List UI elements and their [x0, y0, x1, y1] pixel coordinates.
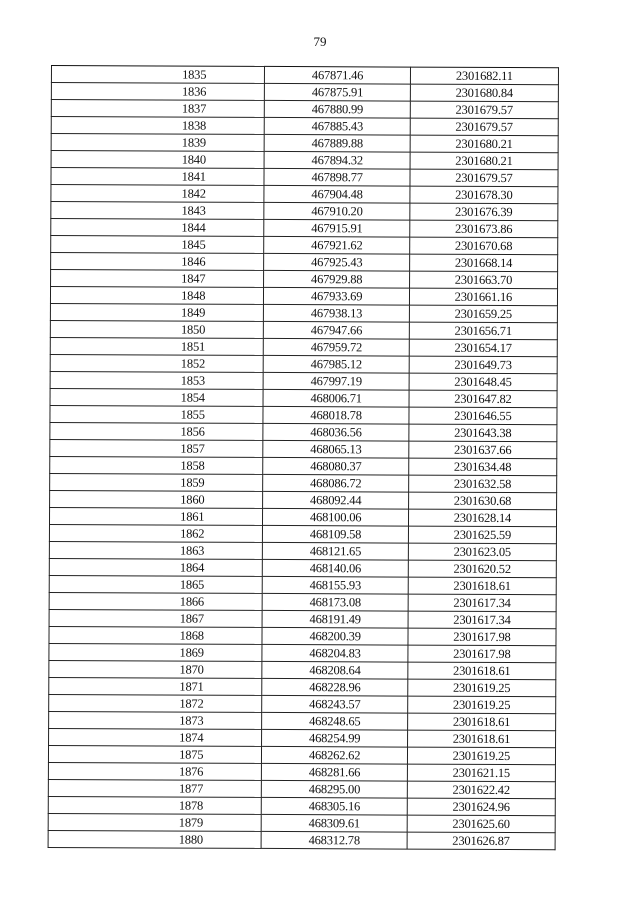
point-number-cell: 1862 — [49, 524, 263, 542]
y-coordinate-cell: 2301656.71 — [409, 322, 557, 340]
point-number-cell: 1868 — [49, 626, 263, 644]
point-number-cell: 1865 — [49, 575, 263, 593]
x-coordinate-cell: 468281.66 — [262, 763, 407, 781]
x-coordinate-cell: 468243.57 — [262, 695, 407, 713]
x-coordinate-cell: 468006.71 — [263, 389, 408, 407]
table-row — [48, 745, 555, 764]
y-coordinate-cell: 2301643.38 — [409, 424, 557, 442]
y-coordinate-cell: 2301630.68 — [408, 492, 556, 510]
point-number-cell: 1869 — [49, 643, 263, 661]
point-number-cell: 1847 — [51, 270, 265, 288]
x-coordinate-cell: 468248.65 — [262, 712, 407, 730]
table-row — [50, 439, 557, 458]
y-coordinate-cell: 2301628.14 — [408, 509, 556, 527]
x-coordinate-cell: 468200.39 — [262, 627, 407, 645]
x-coordinate-cell: 468305.16 — [262, 797, 407, 815]
table-row — [51, 168, 558, 187]
table-row — [51, 236, 558, 255]
y-coordinate-cell: 2301619.25 — [408, 679, 556, 697]
table-row — [48, 830, 555, 849]
x-coordinate-cell: 468036.56 — [263, 423, 408, 441]
x-coordinate-cell: 468204.83 — [262, 644, 407, 662]
point-number-cell: 1875 — [48, 745, 262, 763]
y-coordinate-cell: 2301618.61 — [407, 713, 555, 731]
y-coordinate-cell: 2301646.55 — [409, 407, 557, 425]
table-row — [48, 813, 555, 832]
point-number-cell: 1854 — [50, 388, 264, 406]
table-row — [50, 287, 557, 306]
y-coordinate-cell: 2301663.70 — [409, 271, 557, 289]
y-coordinate-cell: 2301647.82 — [409, 390, 557, 408]
point-number-cell: 1879 — [48, 813, 262, 831]
table-row — [50, 320, 557, 339]
table-row — [49, 507, 556, 526]
point-number-cell: 1873 — [49, 711, 263, 729]
table-row — [49, 575, 556, 594]
table-row — [51, 185, 558, 204]
x-coordinate-cell: 468312.78 — [262, 831, 407, 849]
table-row — [50, 354, 557, 373]
x-coordinate-cell: 467915.91 — [264, 219, 409, 237]
x-coordinate-cell: 468065.13 — [263, 440, 408, 458]
y-coordinate-cell: 2301668.14 — [409, 254, 557, 272]
y-coordinate-cell: 2301680.84 — [410, 84, 558, 102]
y-coordinate-cell: 2301678.30 — [410, 186, 558, 204]
x-coordinate-cell: 467904.48 — [264, 185, 409, 203]
y-coordinate-cell: 2301623.05 — [408, 543, 556, 561]
y-coordinate-cell: 2301679.57 — [410, 118, 558, 136]
table-row — [49, 626, 556, 645]
x-coordinate-cell: 468100.06 — [263, 508, 408, 526]
point-number-cell: 1852 — [50, 354, 264, 372]
point-number-cell: 1855 — [50, 405, 264, 423]
table-row — [49, 728, 556, 747]
x-coordinate-cell: 468208.64 — [262, 661, 407, 679]
table-row — [49, 694, 556, 713]
y-coordinate-cell: 2301673.86 — [410, 220, 558, 238]
point-number-cell: 1861 — [49, 507, 263, 525]
x-coordinate-cell: 468295.00 — [262, 780, 407, 798]
table-row — [51, 134, 558, 153]
point-number-cell: 1878 — [48, 796, 262, 814]
table-row — [49, 711, 556, 730]
table-row — [51, 83, 558, 102]
y-coordinate-cell: 2301661.16 — [409, 288, 557, 306]
x-coordinate-cell: 468121.65 — [263, 542, 408, 560]
point-number-cell: 1841 — [51, 168, 265, 186]
x-coordinate-cell: 468309.61 — [262, 814, 407, 832]
y-coordinate-cell: 2301619.25 — [407, 747, 555, 765]
point-number-cell: 1845 — [51, 236, 265, 254]
x-coordinate-cell: 468018.78 — [263, 406, 408, 424]
y-coordinate-cell: 2301659.25 — [409, 305, 557, 323]
point-number-cell: 1851 — [50, 337, 264, 355]
y-coordinate-cell: 2301622.42 — [407, 781, 555, 799]
table-row — [50, 371, 557, 390]
x-coordinate-cell: 467889.88 — [265, 134, 410, 152]
point-number-cell: 1867 — [49, 609, 263, 627]
table-body — [48, 66, 558, 850]
x-coordinate-cell: 467929.88 — [264, 270, 409, 288]
point-number-cell: 1857 — [50, 439, 264, 457]
point-number-cell: 1842 — [51, 185, 265, 203]
point-number-cell: 1870 — [49, 660, 263, 678]
x-coordinate-cell: 468086.72 — [263, 474, 408, 492]
x-coordinate-cell: 468262.62 — [262, 746, 407, 764]
x-coordinate-cell: 468109.58 — [263, 525, 408, 543]
point-number-cell: 1849 — [50, 303, 264, 321]
table-row — [49, 541, 556, 560]
y-coordinate-cell: 2301617.34 — [408, 594, 556, 612]
point-number-cell: 1835 — [51, 66, 265, 84]
coordinates-table — [48, 65, 559, 850]
point-number-cell: 1850 — [50, 320, 264, 338]
point-number-cell: 1871 — [49, 677, 263, 695]
point-number-cell: 1858 — [50, 456, 264, 474]
y-coordinate-cell: 2301680.21 — [410, 152, 558, 170]
table-row — [50, 337, 557, 356]
page-number: 79 — [313, 34, 327, 49]
point-number-cell: 1859 — [50, 473, 264, 491]
x-coordinate-cell: 467985.12 — [264, 355, 409, 373]
point-number-cell: 1838 — [51, 117, 265, 135]
x-coordinate-cell: 468080.37 — [263, 457, 408, 475]
table-row — [51, 117, 558, 136]
y-coordinate-cell: 2301654.17 — [409, 339, 557, 357]
y-coordinate-cell: 2301625.59 — [408, 526, 556, 544]
x-coordinate-cell: 467997.19 — [264, 372, 409, 390]
x-coordinate-cell: 468155.93 — [263, 576, 408, 594]
x-coordinate-cell: 467871.46 — [265, 66, 410, 84]
x-coordinate-cell: 468140.06 — [263, 559, 408, 577]
table-row — [49, 660, 556, 679]
x-coordinate-cell: 467885.43 — [265, 117, 410, 135]
point-number-cell: 1836 — [51, 83, 265, 101]
point-number-cell: 1866 — [49, 592, 263, 610]
point-number-cell: 1840 — [51, 151, 265, 169]
point-number-cell: 1872 — [49, 694, 263, 712]
table-row — [48, 779, 555, 798]
x-coordinate-cell: 467875.91 — [265, 83, 410, 101]
point-number-cell: 1863 — [49, 541, 263, 559]
point-number-cell: 1877 — [48, 779, 262, 797]
y-coordinate-cell: 2301634.48 — [409, 458, 557, 476]
x-coordinate-cell: 467894.32 — [265, 151, 410, 169]
y-coordinate-cell: 2301682.11 — [410, 67, 558, 85]
x-coordinate-cell: 467921.62 — [264, 236, 409, 254]
table-row — [50, 405, 557, 424]
point-number-cell: 1837 — [51, 100, 265, 118]
table-row — [49, 609, 556, 628]
x-coordinate-cell: 467925.43 — [264, 253, 409, 271]
y-coordinate-cell: 2301676.39 — [410, 203, 558, 221]
y-coordinate-cell: 2301621.15 — [407, 764, 555, 782]
y-coordinate-cell: 2301617.98 — [408, 628, 556, 646]
table-row — [50, 303, 557, 322]
table-row — [50, 490, 557, 509]
x-coordinate-cell: 468092.44 — [263, 491, 408, 509]
x-coordinate-cell: 467898.77 — [264, 168, 409, 186]
point-number-cell: 1853 — [50, 371, 264, 389]
table-row — [51, 66, 558, 85]
y-coordinate-cell: 2301618.61 — [408, 577, 556, 595]
y-coordinate-cell: 2301619.25 — [407, 696, 555, 714]
point-number-cell: 1864 — [49, 558, 263, 576]
table-row — [49, 643, 556, 662]
point-number-cell: 1874 — [49, 728, 263, 746]
table-row — [51, 219, 558, 238]
table-row — [48, 796, 555, 815]
table-row — [49, 592, 556, 611]
point-number-cell: 1843 — [51, 202, 265, 220]
x-coordinate-cell: 468228.96 — [262, 678, 407, 696]
table-row — [48, 762, 555, 781]
table-row — [50, 422, 557, 441]
x-coordinate-cell: 467933.69 — [264, 287, 409, 305]
y-coordinate-cell: 2301680.21 — [410, 135, 558, 153]
y-coordinate-cell: 2301624.96 — [407, 798, 555, 816]
y-coordinate-cell: 2301632.58 — [408, 475, 556, 493]
table-row — [50, 473, 557, 492]
y-coordinate-cell: 2301617.34 — [408, 611, 556, 629]
x-coordinate-cell: 467947.66 — [264, 321, 409, 339]
y-coordinate-cell: 2301679.57 — [410, 101, 558, 119]
point-number-cell: 1856 — [50, 422, 264, 440]
table-row — [50, 456, 557, 475]
table-row — [51, 270, 558, 289]
y-coordinate-cell: 2301649.73 — [409, 356, 557, 374]
point-number-cell: 1848 — [50, 287, 264, 305]
x-coordinate-cell: 467880.99 — [265, 100, 410, 118]
y-coordinate-cell: 2301618.61 — [407, 730, 555, 748]
table-row — [49, 524, 556, 543]
y-coordinate-cell: 2301618.61 — [408, 662, 556, 680]
y-coordinate-cell: 2301637.66 — [409, 441, 557, 459]
table-row — [49, 677, 556, 696]
x-coordinate-cell: 467959.72 — [264, 338, 409, 356]
table-row — [51, 100, 558, 119]
y-coordinate-cell: 2301617.98 — [408, 645, 556, 663]
x-coordinate-cell: 468173.08 — [263, 593, 408, 611]
y-coordinate-cell: 2301626.87 — [407, 832, 555, 850]
y-coordinate-cell: 2301648.45 — [409, 373, 557, 391]
y-coordinate-cell: 2301620.52 — [408, 560, 556, 578]
x-coordinate-cell: 468191.49 — [263, 610, 408, 628]
table-row — [51, 151, 558, 170]
point-number-cell: 1839 — [51, 134, 265, 152]
x-coordinate-cell: 468254.99 — [262, 729, 407, 747]
table-row — [50, 388, 557, 407]
y-coordinate-cell: 2301670.68 — [409, 237, 557, 255]
point-number-cell: 1860 — [50, 490, 264, 508]
table-row — [51, 253, 558, 272]
point-number-cell: 1844 — [51, 219, 265, 237]
point-number-cell: 1880 — [48, 830, 262, 848]
y-coordinate-cell: 2301625.60 — [407, 815, 555, 833]
point-number-cell: 1846 — [51, 253, 265, 271]
x-coordinate-cell: 467938.13 — [264, 304, 409, 322]
table-row — [51, 202, 558, 221]
x-coordinate-cell: 467910.20 — [264, 202, 409, 220]
y-coordinate-cell: 2301679.57 — [410, 169, 558, 187]
point-number-cell: 1876 — [48, 762, 262, 780]
table-row — [49, 558, 556, 577]
